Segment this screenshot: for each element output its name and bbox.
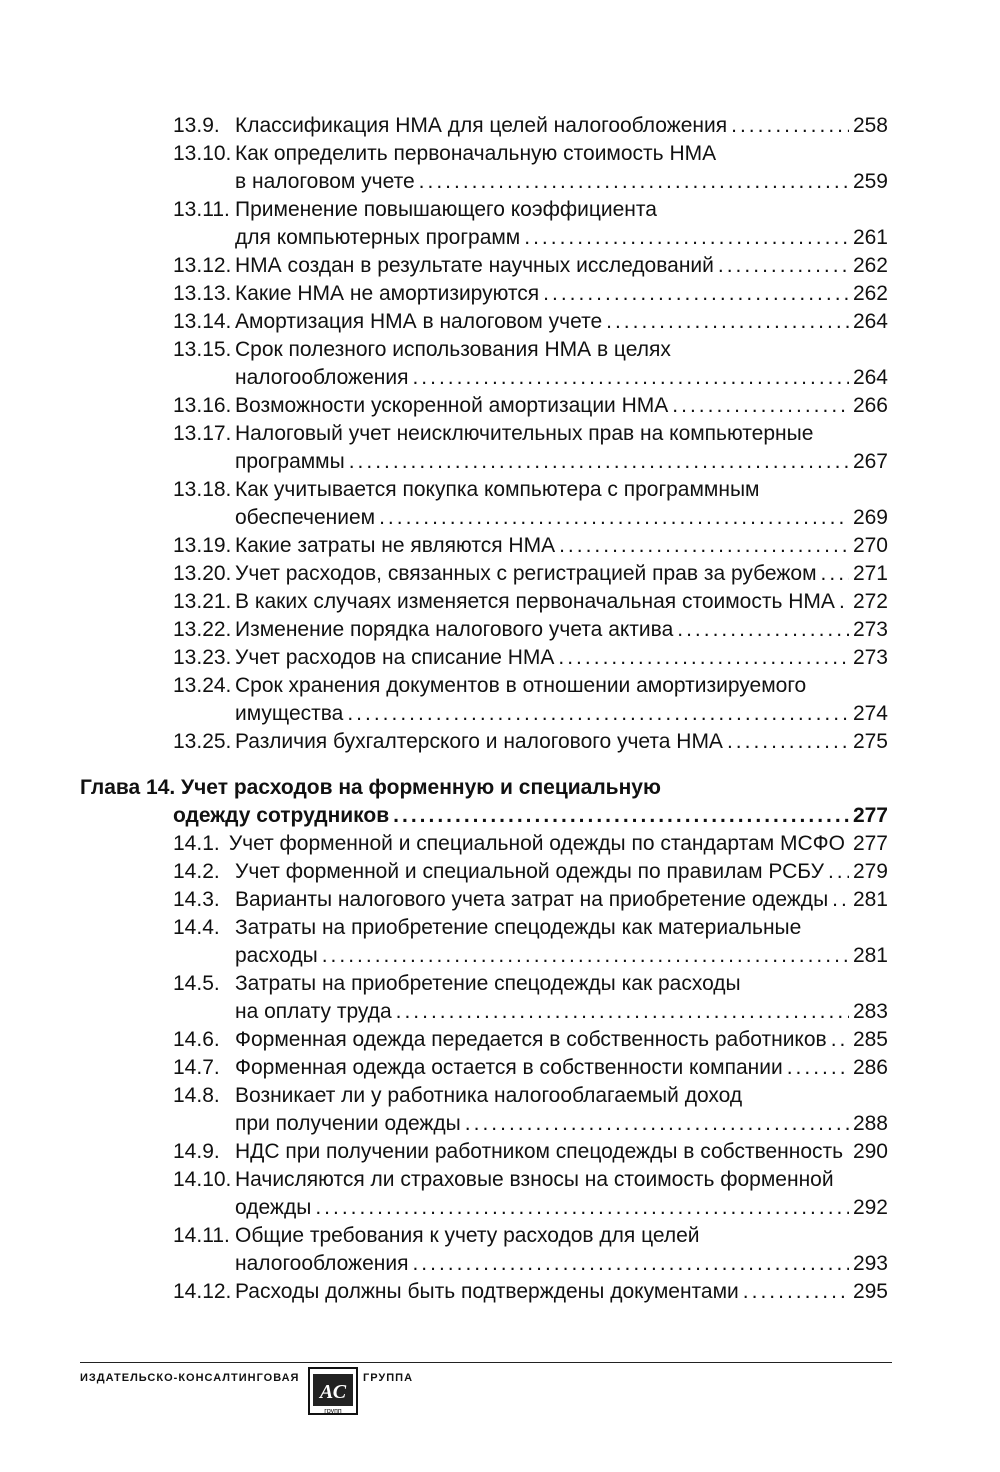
section-number: 14.9. <box>173 1140 220 1163</box>
page-number: 274 <box>852 702 888 725</box>
entry-title-continued: для компьютерных программ <box>235 226 521 249</box>
entry-line <box>173 112 888 140</box>
page-number: 283 <box>852 1000 888 1023</box>
dot-leader <box>379 504 849 532</box>
dot-leader <box>349 448 849 476</box>
publisher-footer <box>80 1362 892 1422</box>
section-number: 13.19. <box>173 534 232 557</box>
entry-title: Как учитывается покупка компьютера с программным <box>235 478 760 501</box>
entry-line <box>173 532 888 560</box>
entry-line <box>173 308 888 336</box>
toc-entry[interactable] <box>0 672 1000 728</box>
chapter-title-line1: Глава 14. Учет расходов на форменную и специальную <box>80 776 661 799</box>
page-number: 261 <box>852 226 888 249</box>
page-number: 285 <box>852 1028 888 1051</box>
section-number: 13.17. <box>173 422 232 445</box>
entry-line <box>173 1054 888 1082</box>
page-number: 267 <box>852 450 888 473</box>
toc-entry[interactable] <box>0 886 1000 914</box>
entry-line <box>173 886 888 914</box>
section-number: 14.6. <box>173 1028 220 1051</box>
toc-entry[interactable] <box>0 196 1000 252</box>
entry-title: В каких случаях изменяется первоначальная стоимость НМА <box>235 590 835 613</box>
entry-title: Форменная одежда передается в собственность работников <box>235 1028 827 1051</box>
entry-title-line2 <box>235 700 888 728</box>
toc-entry[interactable] <box>0 336 1000 392</box>
entry-title-line1 <box>173 140 1000 168</box>
dot-leader <box>322 942 849 970</box>
entry-title-line1 <box>173 672 1000 700</box>
entry-line <box>173 858 888 886</box>
toc-entry[interactable] <box>0 858 1000 886</box>
toc-entry[interactable] <box>0 392 1000 420</box>
section-number: 13.14. <box>173 310 232 333</box>
section-number: 14.7. <box>173 1056 220 1079</box>
entry-title: Срок хранения документов в отношении амортизируемого <box>235 674 807 697</box>
toc-entry[interactable] <box>0 728 1000 756</box>
entry-line <box>173 1026 888 1054</box>
entry-title-continued: обеспечением <box>235 506 376 529</box>
entry-title-line2 <box>235 1110 888 1138</box>
toc-entry[interactable] <box>0 1054 1000 1082</box>
entry-title-continued: налогообложения <box>235 1252 409 1275</box>
entry-title: Затраты на приобретение спецодежды как материальные <box>235 916 802 939</box>
entry-line <box>173 644 888 672</box>
toc-entry[interactable] <box>0 560 1000 588</box>
entry-title: Какие затраты не являются НМА <box>235 534 556 557</box>
entry-title-continued: имущества <box>235 702 344 725</box>
page-number: 264 <box>852 310 888 333</box>
entry-title-line1 <box>173 914 1000 942</box>
section-number: 14.10. <box>173 1168 232 1191</box>
entry-title: Амортизация НМА в налоговом учете <box>235 310 603 333</box>
entry-title-continued: при получении одежды <box>235 1112 461 1135</box>
entry-title: Учет расходов, связанных с регистрацией прав за рубежом <box>235 562 817 585</box>
page-number: 273 <box>852 646 888 669</box>
section-number: 13.21. <box>173 590 232 613</box>
page-number: 279 <box>852 860 888 883</box>
toc-entry[interactable] <box>0 1026 1000 1054</box>
toc-entry[interactable] <box>0 252 1000 280</box>
toc-entry[interactable] <box>0 914 1000 970</box>
chapter-heading[interactable] <box>0 774 1000 830</box>
entry-title: Форменная одежда остается в собственности компании <box>235 1056 783 1079</box>
section-number: 13.16. <box>173 394 232 417</box>
dot-leader <box>821 560 849 588</box>
toc-list-chapter-14 <box>0 830 1000 1306</box>
entry-line <box>173 830 888 858</box>
entry-title: Учет форменной и специальной одежды по правилам РСБУ <box>235 860 824 883</box>
dot-leader <box>559 532 849 560</box>
toc-entry[interactable] <box>0 616 1000 644</box>
publisher-name-left: ИЗДАТЕЛЬСКО-КОНСАЛТИНГОВАЯ <box>80 1372 300 1384</box>
entry-title-line2 <box>235 168 888 196</box>
entry-title: НМА создан в результате научных исследований <box>235 254 714 277</box>
entry-line <box>173 616 888 644</box>
page-number: 286 <box>852 1056 888 1079</box>
dot-leader <box>606 308 849 336</box>
entry-title-continued: программы <box>235 450 345 473</box>
entry-line <box>173 560 888 588</box>
section-number: 13.15. <box>173 338 232 361</box>
footer-rule <box>80 1362 892 1363</box>
entry-title: Затраты на приобретение спецодежды как расходы <box>235 972 741 995</box>
section-number: 14.4. <box>173 916 220 939</box>
entry-title-line1 <box>173 1166 1000 1194</box>
toc-entry[interactable] <box>0 588 1000 616</box>
section-number: 13.23. <box>173 646 232 669</box>
section-number: 13.12. <box>173 254 232 277</box>
dot-leader <box>832 886 849 914</box>
page-number: 290 <box>852 1140 888 1163</box>
section-number: 14.2. <box>173 860 220 883</box>
page-number: 281 <box>852 944 888 967</box>
section-number: 14.11. <box>173 1224 230 1247</box>
entry-line <box>173 392 888 420</box>
entry-title: Учет форменной и специальной одежды по стандартам МСФО <box>228 832 845 855</box>
entry-title: Классификация НМА для целей налогообложения <box>235 114 728 137</box>
page-number: 271 <box>852 562 888 585</box>
page-number: 264 <box>852 366 888 389</box>
dot-leader <box>677 616 849 644</box>
section-number: 14.3. <box>173 888 220 911</box>
logo-letters: АС <box>319 1381 347 1403</box>
dot-leader <box>743 1278 849 1306</box>
toc-entry[interactable] <box>0 140 1000 196</box>
page-number: 272 <box>852 590 888 613</box>
entry-title-line2 <box>235 504 888 532</box>
dot-leader <box>396 998 849 1026</box>
entry-title: Возможности ускоренной амортизации НМА <box>235 394 669 417</box>
section-number: 13.18. <box>173 478 232 501</box>
chapter-title-line2-row <box>173 802 888 830</box>
entry-title-continued: в налоговом учете <box>235 170 415 193</box>
page-number: 295 <box>852 1280 888 1303</box>
dot-leader <box>524 224 849 252</box>
page-number: 281 <box>852 888 888 911</box>
table-of-contents <box>0 112 1000 1306</box>
entry-title-line1 <box>173 476 1000 504</box>
entry-title-line2 <box>235 942 888 970</box>
dot-leader <box>465 1110 849 1138</box>
entry-title-line2 <box>235 1250 888 1278</box>
entry-line <box>173 252 888 280</box>
entry-title: Применение повышающего коэффициента <box>235 198 657 221</box>
dot-leader <box>558 644 849 672</box>
toc-entry[interactable] <box>0 420 1000 476</box>
entry-title: Учет расходов на списание НМА <box>235 646 555 669</box>
section-number: 13.24. <box>173 674 232 697</box>
page-number: 288 <box>852 1112 888 1135</box>
entry-line <box>173 280 888 308</box>
entry-title: Изменение порядка налогового учета актива <box>235 618 674 641</box>
entry-line <box>173 1138 888 1166</box>
entry-title-continued: одежды <box>235 1196 312 1219</box>
page-number: 262 <box>852 254 888 277</box>
dot-leader <box>412 1250 849 1278</box>
publisher-logo-icon <box>307 1366 359 1416</box>
entry-line <box>173 588 888 616</box>
page-number: 269 <box>852 506 888 529</box>
entry-title-line2 <box>235 364 888 392</box>
page-number: 277 <box>852 832 888 855</box>
entry-title: Различия бухгалтерского и налогового учета НМА <box>235 730 723 753</box>
toc-list-chapter-13 <box>0 112 1000 756</box>
chapter-title-line2: одежду сотрудников <box>173 804 390 827</box>
toc-entry[interactable] <box>0 644 1000 672</box>
entry-title: Срок полезного использования НМА в целях <box>235 338 671 361</box>
entry-title-line2 <box>235 224 888 252</box>
entry-title: Расходы должны быть подтверждены документами <box>235 1280 739 1303</box>
toc-entry[interactable] <box>0 970 1000 1026</box>
chapter-page-number: 277 <box>852 804 888 827</box>
dot-leader <box>412 364 849 392</box>
entry-title: Какие НМА не амортизируются <box>235 282 540 305</box>
entry-title-line2 <box>235 998 888 1026</box>
toc-entry[interactable] <box>0 1278 1000 1306</box>
toc-entry[interactable] <box>0 280 1000 308</box>
logo-subtext: групп <box>324 1408 342 1415</box>
entry-line <box>173 728 888 756</box>
toc-entry[interactable] <box>0 308 1000 336</box>
entry-title: Варианты налогового учета затрат на приобретение одежды <box>235 888 829 911</box>
entry-title-line1 <box>173 1082 1000 1110</box>
section-number: 13.10. <box>173 142 232 165</box>
entry-title: НДС при получении работником спецодежды в собственность <box>235 1140 844 1163</box>
dot-leader <box>718 252 849 280</box>
page-number: 293 <box>852 1252 888 1275</box>
entry-title-continued: налогообложения <box>235 366 409 389</box>
entry-title: Налоговый учет неисключительных прав на компьютерные <box>235 422 814 445</box>
entry-title-line1 <box>173 196 1000 224</box>
entry-title-line1 <box>173 420 1000 448</box>
entry-title: Начисляются ли страховые взносы на стоимость форменной <box>235 1168 834 1191</box>
page-number: 275 <box>852 730 888 753</box>
entry-title-continued: расходы <box>235 944 318 967</box>
section-number: 13.25. <box>173 730 232 753</box>
dot-leader <box>315 1194 849 1222</box>
entry-line <box>173 1278 888 1306</box>
entry-title-line2 <box>235 1194 888 1222</box>
page-number: 273 <box>852 618 888 641</box>
section-number: 14.12. <box>173 1280 232 1303</box>
entry-title-line1 <box>173 1222 1000 1250</box>
dot-leader <box>672 392 849 420</box>
page-number: 262 <box>852 282 888 305</box>
toc-entry[interactable] <box>0 1082 1000 1138</box>
toc-entry[interactable] <box>0 1138 1000 1166</box>
dot-leader <box>831 1026 849 1054</box>
entry-title-line1 <box>173 970 1000 998</box>
dot-leader <box>787 1054 849 1082</box>
dot-leader <box>393 802 849 830</box>
section-number: 14.8. <box>173 1084 220 1107</box>
entry-title: Общие требования к учету расходов для целей <box>235 1224 700 1247</box>
dot-leader <box>828 858 849 886</box>
section-number: 13.20. <box>173 562 232 585</box>
section-number: 13.22. <box>173 618 232 641</box>
toc-entry[interactable] <box>0 1166 1000 1222</box>
entry-title-line1 <box>173 336 1000 364</box>
page-number: 266 <box>852 394 888 417</box>
toc-entry[interactable] <box>0 112 1000 140</box>
dot-leader <box>347 700 849 728</box>
publisher-name-right: ГРУППА <box>363 1372 414 1384</box>
dot-leader <box>727 728 849 756</box>
dot-leader <box>839 588 849 616</box>
section-number: 13.9. <box>173 114 220 137</box>
section-number: 14.1. <box>173 832 220 855</box>
toc-entry[interactable] <box>0 532 1000 560</box>
page-number: 270 <box>852 534 888 557</box>
entry-title-continued: на оплату труда <box>235 1000 392 1023</box>
section-number: 14.5. <box>173 972 220 995</box>
entry-title: Возникает ли у работника налогооблагаемый доход <box>235 1084 743 1107</box>
dot-leader <box>419 168 849 196</box>
toc-entry[interactable] <box>0 476 1000 532</box>
section-number: 13.11. <box>173 198 230 221</box>
page-number: 259 <box>852 170 888 193</box>
page-number: 292 <box>852 1196 888 1219</box>
dot-leader <box>731 112 849 140</box>
page-number: 258 <box>852 114 888 137</box>
toc-entry[interactable] <box>0 830 1000 858</box>
entry-title: Как определить первоначальную стоимость НМА <box>235 142 717 165</box>
section-number: 13.13. <box>173 282 232 305</box>
toc-entry[interactable] <box>0 1222 1000 1278</box>
entry-title-line2 <box>235 448 888 476</box>
dot-leader <box>847 1138 849 1166</box>
dot-leader <box>543 280 849 308</box>
